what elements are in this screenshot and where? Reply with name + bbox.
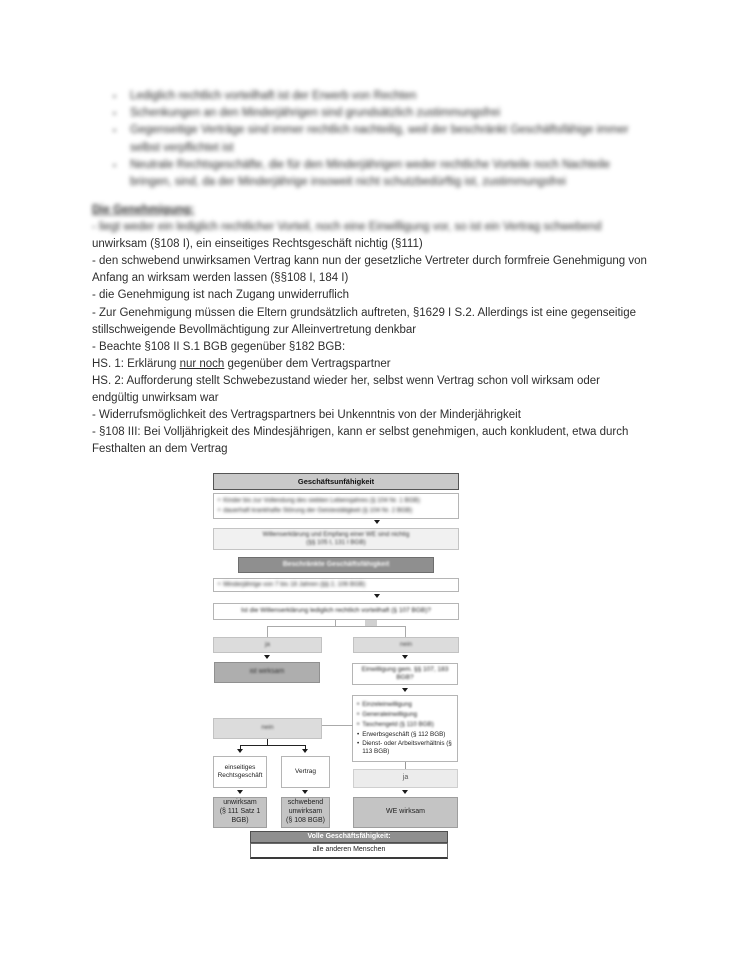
bullet-icon: • [218,507,221,514]
alle-menschen-box [250,843,448,859]
bullet-line: bringen, sind, da der Minderjährige insoweit nicht schutzbedürftig ist, zustimmungsfrei [130,176,566,189]
branch-nein-box [353,637,459,653]
arrow-down-icon [374,594,380,598]
text-segment: HS. 1: Erklärung [92,357,180,370]
keine-einwilligung-nein-box [213,718,322,739]
box-content: nein [261,724,274,732]
bullet-icon: • [218,581,221,589]
einwilligung-box [352,663,458,685]
box-line: unwirksam [223,799,257,807]
box-bullet-text: Erwerbsgeschäft (§ 112 BGB) [362,730,446,738]
box-content: WE wirksam [386,808,425,816]
arrow-down-icon [302,749,308,753]
box-content [214,607,458,615]
bullet-icon: • [357,720,360,728]
box-line: Einwilligung gem. §§ 107, 183 BGB? [361,665,449,681]
list-item [113,157,661,191]
box-bullet [218,507,454,515]
list-item [113,122,661,156]
box-bullet [357,740,453,756]
bullet-text [130,157,610,191]
box-bullet [357,701,453,709]
section-heading: Die Genehmigung: [92,204,195,216]
bullet-line: selbst verpflichtet ist [130,141,234,154]
arrow-down-icon [302,790,308,794]
we-wirksam-box [353,797,458,828]
unwirksam-box [213,797,267,828]
box-bullet [357,711,453,719]
box-content [353,698,457,759]
arrow-down-icon [264,655,270,659]
bullet-icon: • [113,159,116,170]
bullet-icon: • [357,730,360,738]
text-line: endgültig unwirksam war [92,392,219,405]
box-bullet-text: Einzeleinwilligung [362,700,412,708]
unfaehigkeit-kriterien-box [213,493,459,519]
box-content: Volle Geschäftsfähigkeit: [307,832,391,840]
box-content [214,531,458,547]
box-line: Rechtsgeschäft [217,772,263,779]
box-content: alle anderen Menschen [312,846,386,854]
beschraenkte-gf-header [238,557,434,573]
vorteilhaft-frage-box [213,603,459,620]
bullet-text [130,105,500,122]
geschaeftsfaehigkeit-flowchart [213,473,459,868]
arrow-down-icon [402,655,408,659]
box-content: Beschränkte Geschäftsfähigkeit [282,560,390,568]
box-line: (§ 108 BGB) [286,816,325,824]
bullet-icon: • [113,108,116,119]
text-line: - Zur Genehmigung müssen die Eltern grundsätzlich auftreten, §1629 I S.2. Allerdings ist eine gegenseitige [92,306,637,319]
einseitiges-rechtsgeschaeft-box [213,756,267,788]
box-bullet-text: dauerhaft krankhafte Störung der Geistestätigkeit (§ 104 Nr. 2 BGB) [223,507,413,514]
list-item [113,105,661,122]
bullet-icon: • [357,710,360,718]
bullet-line: Neutrale Rechtsgeschäfte, die für den Minderjährigen weder rechtliche Vorteile noch Nachteile [130,158,611,171]
box-line: (§§ 105 I, 131 I BGB) [306,539,366,546]
text-segment: nur noch [179,357,225,370]
arrow-down-icon [237,749,243,753]
box-content [214,578,458,592]
bullet-list [113,88,661,191]
connector-line [405,626,406,637]
einwilligung-arten-box [352,695,458,762]
box-line: einseitiges [224,763,256,771]
geschaeftsunfaehigkeit-header [213,473,459,490]
connector-line [267,626,406,627]
schwebend-unwirksam-box [281,797,330,828]
text-line: Festhalten an dem Vertrag [92,443,228,456]
box-content [214,494,458,518]
box-bullet-text: Minderjährige von 7 bis 18 Jahren (§§ 2, 106 BGB) [223,581,366,589]
text-line: - die Genehmigung ist nach Zugang unwiderruflich [92,289,349,302]
box-bullet-text: Generaleinwilligung [362,710,418,718]
bullet-icon: • [218,497,221,505]
arrow-down-icon [402,790,408,794]
text-line: - §108 III: Bei Volljährigkeit des Mindesjährigen, kann er selbst genehmigen, auch konkludent, etwa durch [92,426,629,439]
bullet-icon: • [357,740,360,748]
box-content [353,666,457,682]
connector-line [405,762,406,769]
bullet-icon: • [113,91,116,101]
arrow-down-icon [237,790,243,794]
text-line: - Beachte §108 II S.1 BGB gegenüber §182 BGB: [92,340,346,353]
bullet-text [130,88,416,105]
box-bullet [218,497,454,505]
ist-wirksam-box [214,662,320,683]
text-line: HS. 2: Aufforderung stellt Schwebezustand wieder her, selbst wenn Vertrag schon voll wirksam oder [92,374,600,387]
list-item [113,88,661,105]
box-line: Willenserklärung und Empfang einer WE sind nichtig [262,531,410,539]
bullet-text [130,122,629,156]
text-line: - liegt weder ein lediglich rechtlicher Vorteil, noch eine Einwilligung vor, so ist ein Vertrag schwebend [92,221,602,234]
nichtigkeit-box [213,528,459,550]
box-content: Geschäftsunfähigkeit [297,476,375,486]
volle-gf-header [250,831,448,843]
box-line: schwebend [287,799,324,807]
box-line: unwirksam [288,808,323,816]
text-line [92,356,677,373]
box-content [214,764,266,780]
box-bullet-text: Dienst- oder Arbeitsverhältnis (§ 113 BGB) [362,740,452,756]
body-text [92,202,677,458]
text-line: Anfang an wirksam werden lassen (§§108 I, 184 I) [92,272,349,285]
box-content [214,799,266,825]
bullet-icon: • [113,125,116,136]
text-line: stillschweigende Bevollmächtigung zur Alleinvertretung denkbar [92,323,417,336]
text-line: unwirksam (§108 I), ein einseitiges Rechtsgeschäft nichtig (§111) [92,238,423,251]
ja-box [353,769,458,788]
box-content [282,799,329,825]
box-bullet [357,731,453,739]
branch-ja-box [213,637,322,653]
bullet-icon: • [357,700,360,708]
box-bullet-text: Taschengeld (§ 110 BGB) [362,720,434,728]
box-content: nein [399,640,413,648]
text-line: - Widerrufsmöglichkeit des Vertragspartners bei Unkenntnis von der Minderjährigkeit [92,409,521,422]
box-line: Ist die Willenserklärung lediglich rechtlich vorteilhaft (§ 107 BGB)? [240,607,432,615]
arrow-down-icon [374,520,380,524]
vertrag-box [281,756,330,788]
bullet-line: Gegenseitige Verträge sind immer rechtlich nachteilig, weil der beschränkt Geschäftsfähige immer [130,124,629,137]
minderjaehrige-box [213,578,459,592]
bullet-line: Schenkungen an den Minderjährigen sind grundsätzlich zustimmungsfrei [130,107,501,120]
box-bullet [357,721,453,729]
bullet-line: Lediglich rechtlich vorteilhaft ist der Erwerb von Rechten [130,90,417,102]
arrow-down-icon [402,688,408,692]
text-line: - den schwebend unwirksamen Vertrag kann nun der gesetzliche Vertreter durch formfreie Genehmigung von [92,255,647,268]
connector-line [322,725,353,726]
connector-line [267,626,268,637]
box-line: (§ 111 Satz 1 BGB) [219,808,261,824]
box-bullet [218,581,454,589]
box-content: ja [402,774,409,782]
box-content: Vertrag [295,767,316,775]
box-content: ja [264,640,271,648]
text-segment: gegenüber dem Vertragspartner [224,357,391,370]
connector-line [240,745,306,746]
box-bullet-text: Kinder bis zur Vollendung des siebten Lebensjahres (§ 104 Nr. 1 BGB) [223,497,420,505]
box-content: ist wirksam [249,668,285,676]
